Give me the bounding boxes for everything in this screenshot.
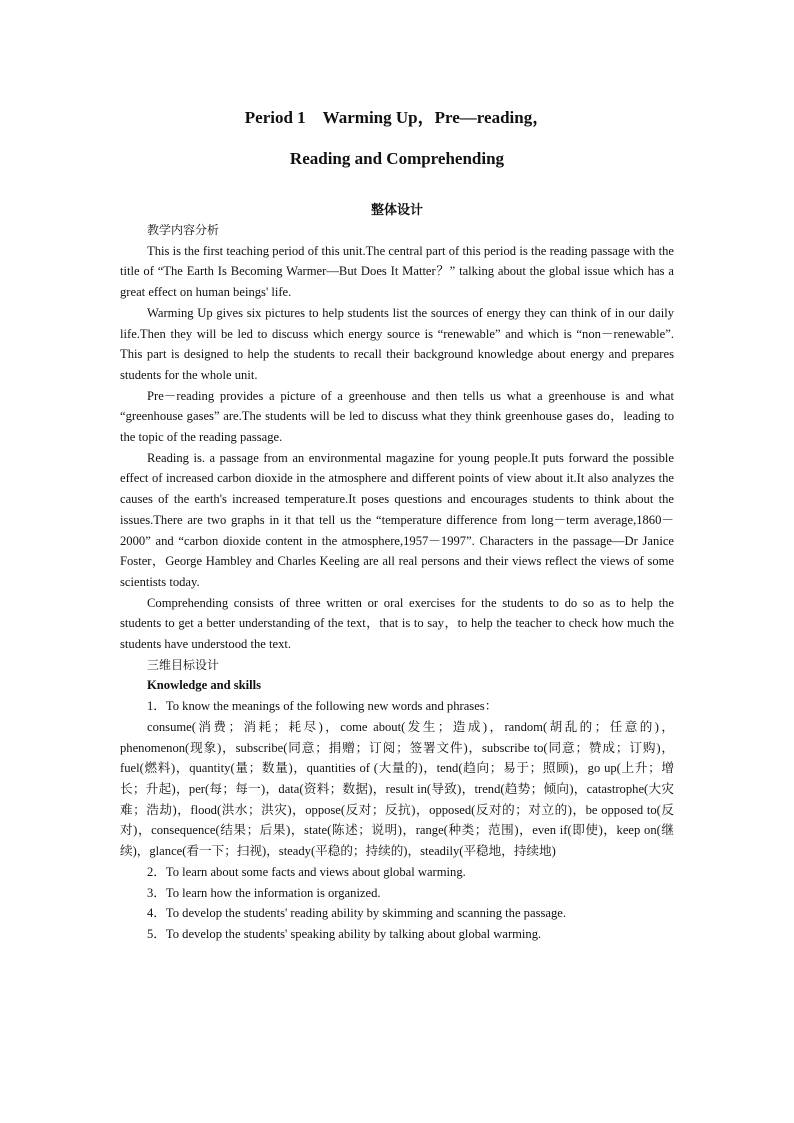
section-heading: 整体设计 bbox=[370, 202, 423, 217]
goals-heading: 三维目标设计 bbox=[147, 657, 220, 672]
paragraph: This is the first teaching period of this unit.The central part of this period is the reading passage with the title of “The Earth Is Becoming Warmer—But Does It Matter？” talking about the global issue which has a great effect on human beings' life. bbox=[120, 243, 674, 300]
analysis-heading: 教学内容分析 bbox=[147, 223, 220, 237]
page-subtitle: Reading and Comprehending bbox=[289, 149, 505, 168]
paragraph: Pre－reading provides a picture of a greenhouse and then tells us what a greenhouse is and what “greenhouse gases” are.The students will be led to discuss what they think greenhouse gases do，leading to the topic of the reading passage. bbox=[120, 388, 674, 445]
list-item: 3．To learn how the information is organized. bbox=[147, 885, 381, 900]
paragraph: Comprehending consists of three written or oral exercises for the students to do so as to help the students to get a better understanding of the text，that is to say，to help the teacher to check how much the students have understood the text. bbox=[120, 595, 674, 652]
page-title: Period 1 Warming Up，Pre—reading， bbox=[244, 108, 550, 127]
document-body bbox=[120, 199, 674, 945]
list-item: 1．To know the meanings of the following new words and phrases： bbox=[147, 699, 498, 714]
paragraph: Warming Up gives six pictures to help students list the sources of energy they can think of in our daily life.Then they will be led to discuss which energy source is “renewable” and which is “non－renewable”. This part is designed to help the students to recall their background knowledge about energy and prepares students for the whole unit. bbox=[120, 305, 674, 382]
knowledge-heading: Knowledge and skills bbox=[147, 678, 262, 693]
list-item: 4．To develop the students' reading ability by skimming and scanning the passage. bbox=[147, 906, 566, 921]
paragraph: Reading is. a passage from an environmental magazine for young people.It puts forward the possible effect of increased carbon dioxide in the atmosphere and different points of view about it.It also analyzes the causes of the earth's increased temperature.It poses questions and encourages students to think about the issues.There are two graphs in it that tell us the “temperature difference from long－term average,1860－2000” and “carbon dioxide content in the atmosphere,1957－1997”. Characters in the passage—Dr Janice Foster，George Hambley and Charles Keeling are all real persons and their views reflect the views of some scientists today. bbox=[120, 450, 674, 589]
vocabulary-list: consume(消费；消耗；耗尽)，come about(发生；造成)，random(胡乱的；任意的)，phenomenon(现象)，subscribe(同意；捐赠；订阅；签署文件)，subscribe to(同意；赞成；订购)，fuel(燃料)，quantity(量；数量)，quantities of (大量的)，tend(趋向；易于；照顾)，go up(上升；增长；升起)，per(每；每一)，data(资料；数据)，result in(导致)，trend(趋势；倾向)，catastrophe(大灾难；浩劫)，flood(洪水；洪灾)，oppose(反对；反抗)，opposed(反对的；对立的)，be opposed to(反对)，consequence(结果；后果)，state(陈述；说明)，range(种类；范围)，even if(即使)，keep on(继续)，glance(看一下；扫视)，steady(平稳的；持续的)，steadily(平稳地，持续地) bbox=[120, 719, 674, 859]
list-item: 2．To learn about some facts and views about global warming. bbox=[147, 864, 466, 879]
list-item: 5．To develop the students' speaking ability by talking about global warming. bbox=[147, 926, 542, 941]
